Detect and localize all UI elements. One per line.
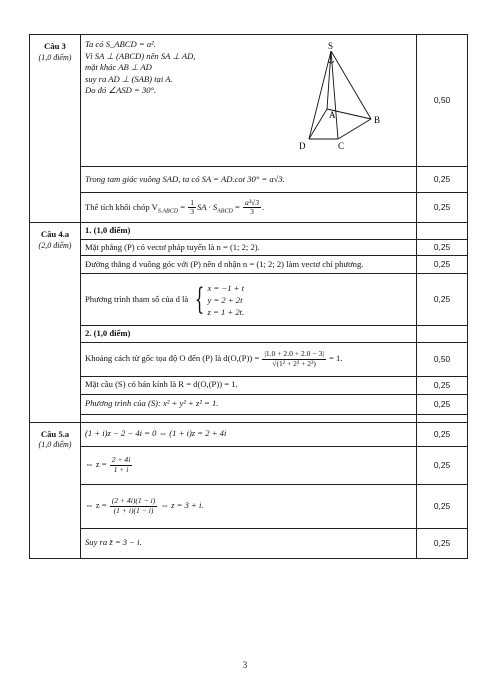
table-row — [30, 239, 468, 256]
solution-suffix: = 1. — [326, 353, 343, 364]
table-row — [30, 223, 468, 240]
solution-cell — [81, 256, 417, 274]
solution-line: ⇔ z = — [85, 500, 109, 511]
fraction — [110, 497, 158, 515]
solution-line: Phương trình của (S): x² + y² + z² = 1. — [85, 398, 219, 409]
question-cell-q3 — [30, 35, 81, 223]
solution-line: Khoảng cách từ gốc tọa độ O đến (P) là d(O,(P)) = — [85, 353, 262, 364]
question-points: (2,0 điểm) — [38, 240, 72, 250]
q3-step1-text — [85, 39, 235, 97]
solution-line: Đường thẳng d vuông góc với (P) nên d nhận n = (1; 2; 2) làm vectơ chỉ phương. — [85, 258, 364, 269]
solution-line: Ta có S_ABCD = a². — [85, 39, 156, 49]
score-cell: 0,25 — [417, 394, 468, 414]
score-cell: 0,50 — [417, 342, 468, 376]
fraction-numerator: a³√3 — [244, 197, 260, 207]
question-label: Câu 5.a — [40, 428, 70, 439]
score-cell — [417, 223, 468, 240]
solution-cell — [81, 394, 417, 414]
solution-line: Vì SA ⊥ (ABCD) nên SA ⊥ AD, — [85, 50, 196, 61]
system-line: y = 2 + 2t — [207, 294, 243, 305]
system-line: x = −1 + t — [207, 282, 244, 293]
solution-cell: Thể tích khối chóp $V_{S.ABCD}$ = $\frac{1}{3}$ SA · $S_{ABCD}$ = $\frac{\text{a³√3}}{3}$ . — [81, 193, 417, 223]
vertex-label-c: C — [338, 141, 345, 151]
table-row — [30, 414, 468, 422]
solution-line: (1 + i)z − 2 − 4i = 0 ⇔ (1 + i)z = 2 + 4i — [85, 428, 227, 439]
table-row — [30, 394, 468, 414]
score-cell: 0,25 — [417, 446, 468, 484]
volume-text: Thể tích khối chóp V — [85, 201, 158, 212]
score-cell: 0,25 — [417, 239, 468, 256]
table-row — [30, 422, 468, 446]
fraction-numerator: |1.0 + 2.0 + 2.0 − 3| — [264, 349, 324, 359]
table-row — [30, 193, 468, 223]
solution-cell — [81, 422, 417, 446]
solution-cell — [81, 167, 417, 193]
solution-line: Mặt phẳng (P) có vectơ pháp tuyến là n = (1; 2; 2). — [85, 241, 260, 252]
score-cell: 0,25 — [417, 256, 468, 274]
solution-cell — [81, 446, 417, 484]
answer-table — [29, 34, 468, 559]
fraction-denominator: 3 — [250, 207, 254, 216]
fraction-numerator: 2 + 4i — [111, 455, 131, 465]
table-row — [30, 376, 468, 394]
table-row — [30, 342, 468, 376]
score-cell: 0,25 — [417, 376, 468, 394]
fraction-denominator: 1 + i — [113, 464, 129, 474]
fraction — [243, 199, 261, 217]
score-cell: 0,25 — [417, 274, 468, 326]
table-row — [30, 274, 468, 326]
score-cell: 0,50 — [417, 35, 468, 167]
volume-subscript: S.ABCD — [157, 208, 179, 215]
area-subscript: ABCD — [217, 208, 233, 215]
table-row — [30, 35, 468, 167]
solution-cell — [81, 342, 417, 376]
solution-cell — [81, 376, 417, 394]
score-cell — [417, 326, 468, 343]
vertex-label-s: S — [328, 41, 334, 51]
score-cell: 0,25 — [417, 167, 468, 193]
question-label: Câu 4.a — [40, 229, 70, 239]
system-line: z = 1 + 2t. — [207, 306, 245, 317]
score-cell: 0,25 — [417, 484, 468, 528]
fraction — [262, 350, 326, 368]
solution-line: Do đó ∠ASD = 30°. — [85, 85, 157, 96]
page-number: 3 — [242, 660, 248, 670]
volume-middle: SA · S — [197, 201, 218, 212]
question-cell-q4a — [30, 223, 81, 423]
solution-line: Phương trình tham số của d là — [85, 293, 189, 304]
fraction — [188, 199, 196, 217]
vertex-label-d: D — [299, 141, 306, 151]
solution-line: ⇔ z = — [85, 459, 109, 470]
table-row — [30, 484, 468, 528]
equals-sign: = — [178, 201, 188, 212]
answer-key-sheet — [29, 34, 468, 559]
solution-cell — [81, 35, 417, 167]
fraction-denominator: (1 + i)(1 − i) — [113, 505, 154, 515]
fraction — [110, 456, 133, 474]
table-row — [30, 167, 468, 193]
fraction-numerator: 1 — [190, 197, 194, 207]
fraction-numerator: (2 + 4i)(1 − i) — [111, 496, 156, 506]
question-points: (1,0 điểm) — [38, 52, 72, 62]
solution-suffix: ⇔ z = 3 + i. — [158, 500, 204, 511]
solution-line: mặt khác AB ⊥ AD — [85, 62, 152, 73]
part-title: 2. (1,0 điểm) — [81, 326, 417, 343]
table-row — [30, 446, 468, 484]
question-label: Câu 3 — [44, 41, 66, 51]
score-cell — [417, 414, 468, 422]
solution-line: Suy ra z̄ = 3 − i. — [85, 537, 142, 548]
fraction-denominator: 3 — [190, 207, 194, 216]
solution-line: Mặt cầu (S) có bán kính là R = d(O,(P)) = 1. — [85, 379, 238, 390]
fraction-denominator: √(1² + 2² + 2²) — [272, 358, 316, 368]
score-cell: 0,25 — [417, 193, 468, 223]
question-cell-q5a — [30, 422, 81, 558]
vertex-label-a: A — [329, 110, 336, 120]
part-title: 1. (1,0 điểm) — [81, 223, 417, 240]
table-row — [30, 256, 468, 274]
table-row — [30, 528, 468, 558]
solution-line: suy ra AD ⊥ (SAB) tại A. — [85, 73, 173, 84]
score-cell: 0,25 — [417, 422, 468, 446]
solution-cell — [81, 274, 417, 326]
solution-cell — [81, 239, 417, 256]
brace-icon: { — [195, 281, 205, 317]
spacer-cell — [81, 414, 417, 422]
vertex-label-b: B — [374, 115, 381, 125]
solution-cell — [81, 528, 417, 558]
pyramid-figure — [237, 39, 407, 161]
score-cell: 0,25 — [417, 528, 468, 558]
equation-system — [190, 282, 244, 318]
table-row — [30, 326, 468, 343]
solution-line: Trong tam giác vuông SAD, ta có SA = AD.cot 30° = a√3. — [85, 173, 285, 184]
question-points: (1,0 điểm) — [38, 440, 72, 450]
solution-cell — [81, 484, 417, 528]
